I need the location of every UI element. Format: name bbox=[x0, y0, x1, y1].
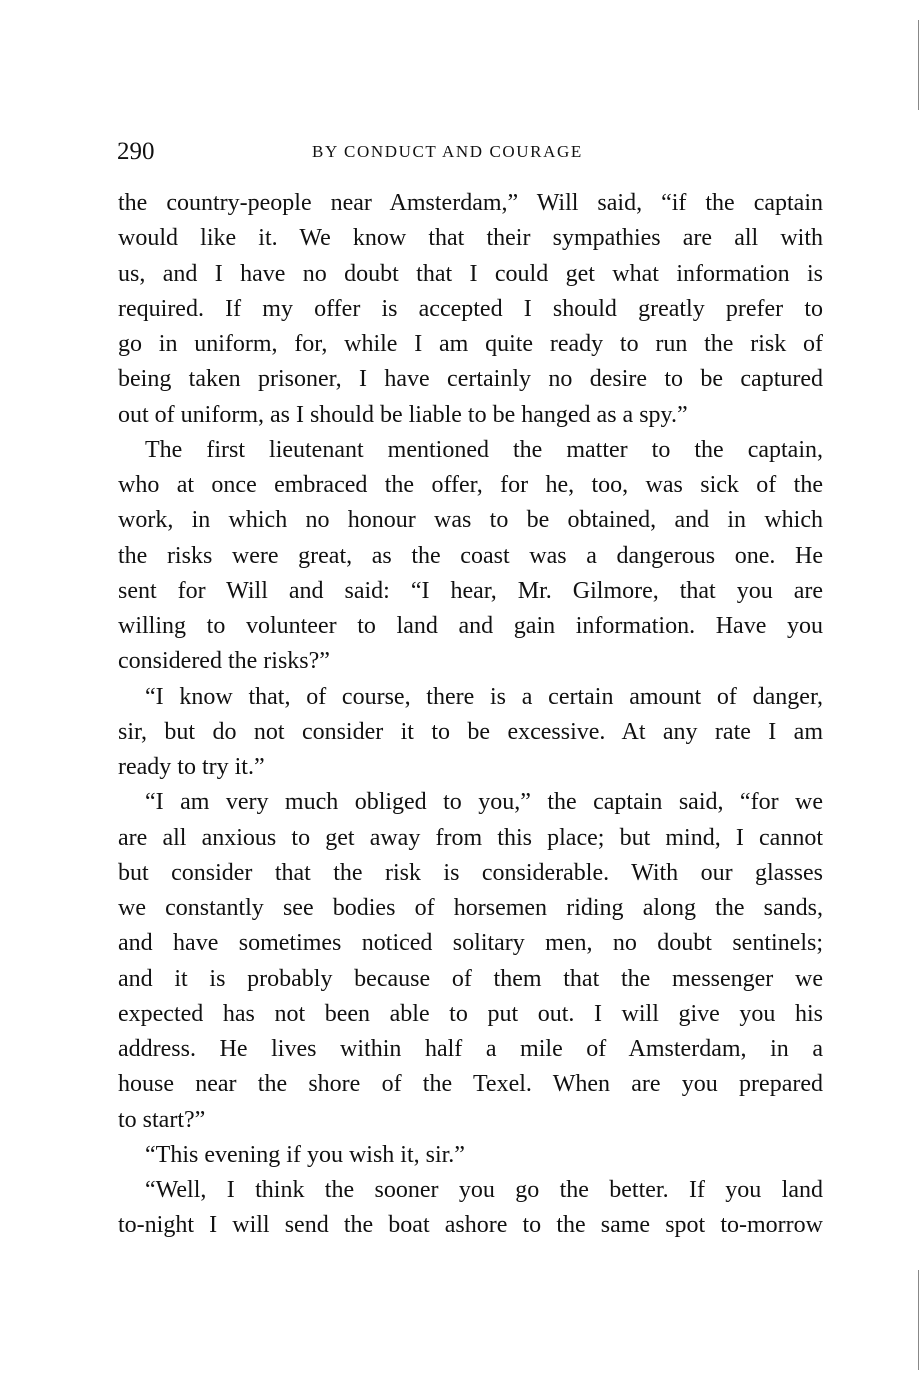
text-line: work, in which no honour was to be obtained, and in which bbox=[118, 507, 823, 534]
scan-edge-mark bbox=[918, 20, 919, 110]
text-line: required. If my offer is accepted I should greatly prefer to bbox=[118, 295, 823, 322]
text-line: considered the risks?” bbox=[118, 648, 330, 675]
text-line: the country-people near Amsterdam,” Will said, “if the captain bbox=[118, 190, 823, 216]
text-line: to start?” bbox=[118, 1106, 206, 1133]
text-line: sir, but do not consider it to be excessive. At any rate I am bbox=[118, 718, 823, 745]
text-line: to-night I will send the boat ashore to the same spot to-morrow bbox=[118, 1212, 823, 1239]
text-line: go in uniform, for, while I am quite ready to run the risk of bbox=[118, 331, 823, 357]
text-line: address. He lives within half a mile of Amsterdam, in a bbox=[118, 1036, 823, 1062]
text-line: who at once embraced the offer, for he, too, was sick of the bbox=[118, 472, 823, 498]
text-line: the risks were great, as the coast was a dangerous one. He bbox=[118, 542, 823, 569]
text-line: “Well, I think the sooner you go the better. If you land bbox=[145, 1177, 823, 1203]
text-line: we constantly see bodies of horsemen riding along the sands, bbox=[118, 895, 823, 921]
text-line: expected has not been able to put out. I will give you his bbox=[118, 1000, 823, 1027]
text-line: willing to volunteer to land and gain information. Have you bbox=[118, 613, 823, 639]
scan-edge-mark bbox=[918, 1270, 919, 1370]
text-line: would like it. We know that their sympathies are all with bbox=[118, 225, 823, 252]
text-line: ready to try it.” bbox=[118, 754, 265, 780]
text-line: and it is probably because of them that the messenger we bbox=[118, 965, 823, 992]
running-title: BY CONDUCT AND COURAGE bbox=[312, 142, 583, 161]
page-number: 290 bbox=[117, 138, 155, 165]
text-line: sent for Will and said: “I hear, Mr. Gilmore, that you are bbox=[118, 577, 823, 604]
text-line: house near the shore of the Texel. When are you prepared bbox=[118, 1071, 823, 1098]
text-line: “I am very much obliged to you,” the captain said, “for we bbox=[145, 789, 823, 816]
text-line: us, and I have no doubt that I could get what information is bbox=[118, 260, 823, 287]
text-line: “This evening if you wish it, sir.” bbox=[145, 1141, 465, 1168]
text-line: out of uniform, as I should be liable to be hanged as a spy.” bbox=[118, 401, 688, 428]
text-line: and have sometimes noticed solitary men, no doubt sentinels; bbox=[118, 930, 823, 957]
text-line: being taken prisoner, I have certainly no desire to be captured bbox=[118, 366, 823, 393]
text-line: The first lieutenant mentioned the matter to the captain, bbox=[145, 436, 823, 463]
text-line: are all anxious to get away from this place; but mind, I cannot bbox=[118, 824, 823, 851]
text-line: but consider that the risk is considerable. With our glasses bbox=[118, 859, 823, 886]
text-line: “I know that, of course, there is a certain amount of danger, bbox=[145, 683, 823, 710]
